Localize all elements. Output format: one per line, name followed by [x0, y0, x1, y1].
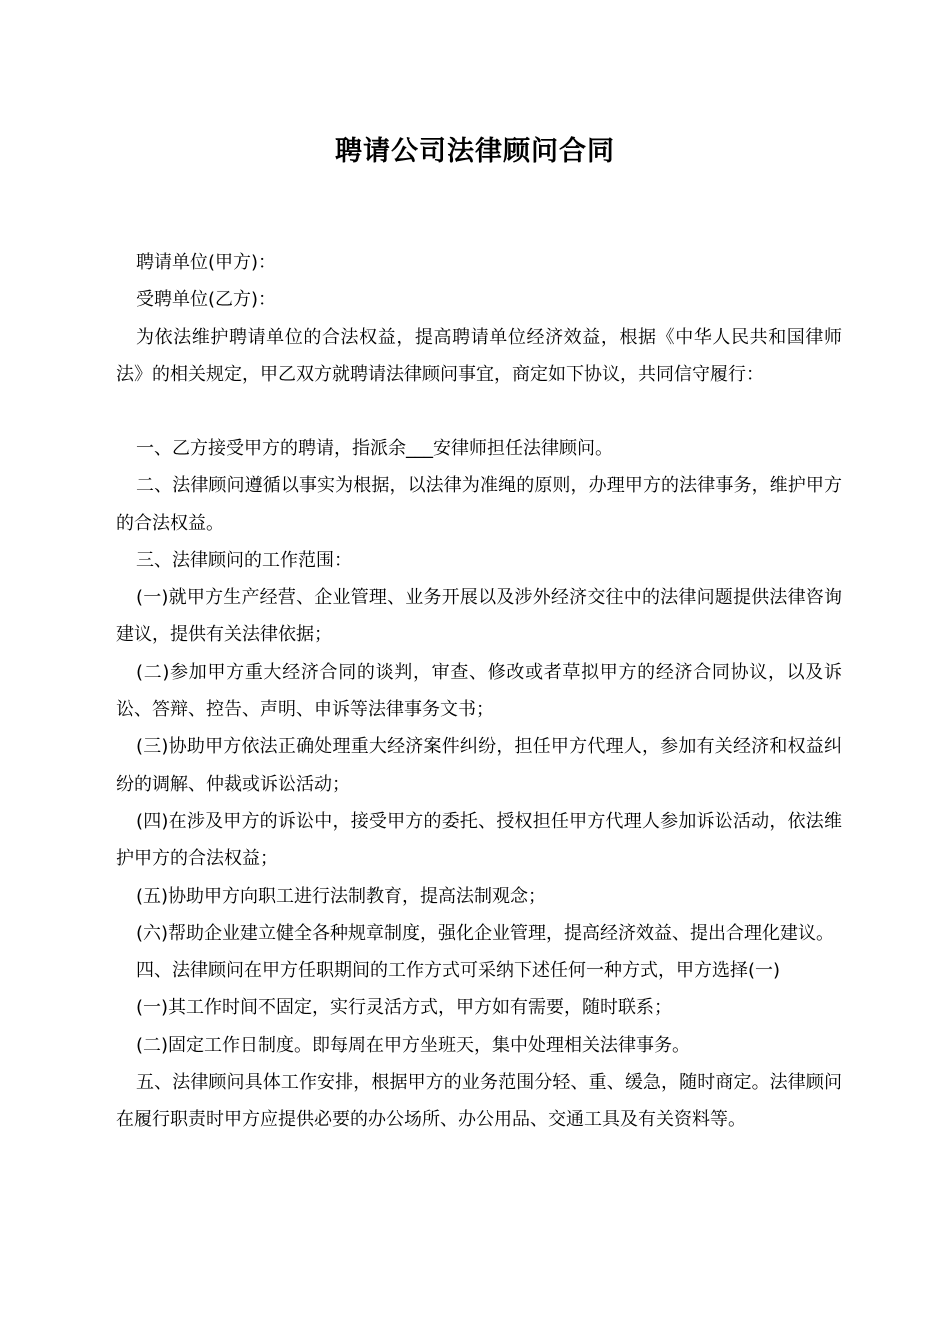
party-b-line: 受聘单位(乙方)： — [136, 289, 277, 311]
document-title: 聘请公司法律顾问合同 — [335, 136, 615, 167]
clause-3-item-6: (六)帮助企业建立健全各种规章制度，强化企业管理，提高经济效益、提出合理化建议。 — [136, 922, 835, 944]
clause-4-item-1: (一)其工作时间不固定，实行灵活方式，甲方如有需要，随时联系； — [136, 997, 673, 1019]
clause-3-item-1: (一)就甲方生产经营、企业管理、业务开展以及涉外经济交往中的法律问题提供法律咨询建议，提供有关法律依据； — [116, 587, 842, 646]
clause-3: 三、法律顾问的工作范围： — [136, 549, 352, 571]
clause-3-item-5: (五)协助甲方向职工进行法制教育，提高法制观念； — [136, 885, 547, 907]
clauses — [116, 430, 842, 1139]
clause-2: 二、法律顾问遵循以事实为根据，以法律为准绳的原则，办理甲方的法律事务，维护甲方的合法权益。 — [116, 475, 842, 534]
clause-4-item-2: (二)固定工作日制度。即每周在甲方坐班天，集中处理相关法律事务。 — [136, 1034, 691, 1056]
clause-3-item-3: (三)协助甲方依法正确处理重大经济案件纠纷，担任甲方代理人，参加有关经济和权益纠纷的调解、仲裁或诉讼活动； — [116, 736, 842, 795]
clause-5: 五、法律顾问具体工作安排，根据甲方的业务范围分轻、重、缓急，随时商定。法律顾问在履行职责时甲方应提供必要的办公场所、办公用品、交通工具及有关资料等。 — [116, 1072, 842, 1131]
preamble — [116, 244, 842, 393]
clause-4: 四、法律顾问在甲方任职期间的工作方式可采纳下述任何一种方式，甲方选择(一) — [136, 960, 781, 982]
clause-1: 一、乙方接受甲方的聘请，指派余___安律师担任法律顾问。 — [136, 438, 613, 459]
party-a-line: 聘请单位(甲方)： — [136, 252, 277, 273]
clause-3-item-2: (二)参加甲方重大经济合同的谈判，审查、修改或者草拟甲方的经济合同协议，以及诉讼、答辩、控告、声明、申诉等法律事务文书； — [116, 661, 842, 721]
clause-3-item-4: (四)在涉及甲方的诉讼中，接受甲方的委托、授权担任甲方代理人参加诉讼活动，依法维护甲方的合法权益； — [116, 810, 842, 870]
preamble-paragraph: 为依法维护聘请单位的合法权益，提高聘请单位经济效益，根据《中华人民共和国律师法》的相关规定，甲乙双方就聘请法律顾问事宜，商定如下协议，共同信守履行： — [116, 326, 842, 385]
